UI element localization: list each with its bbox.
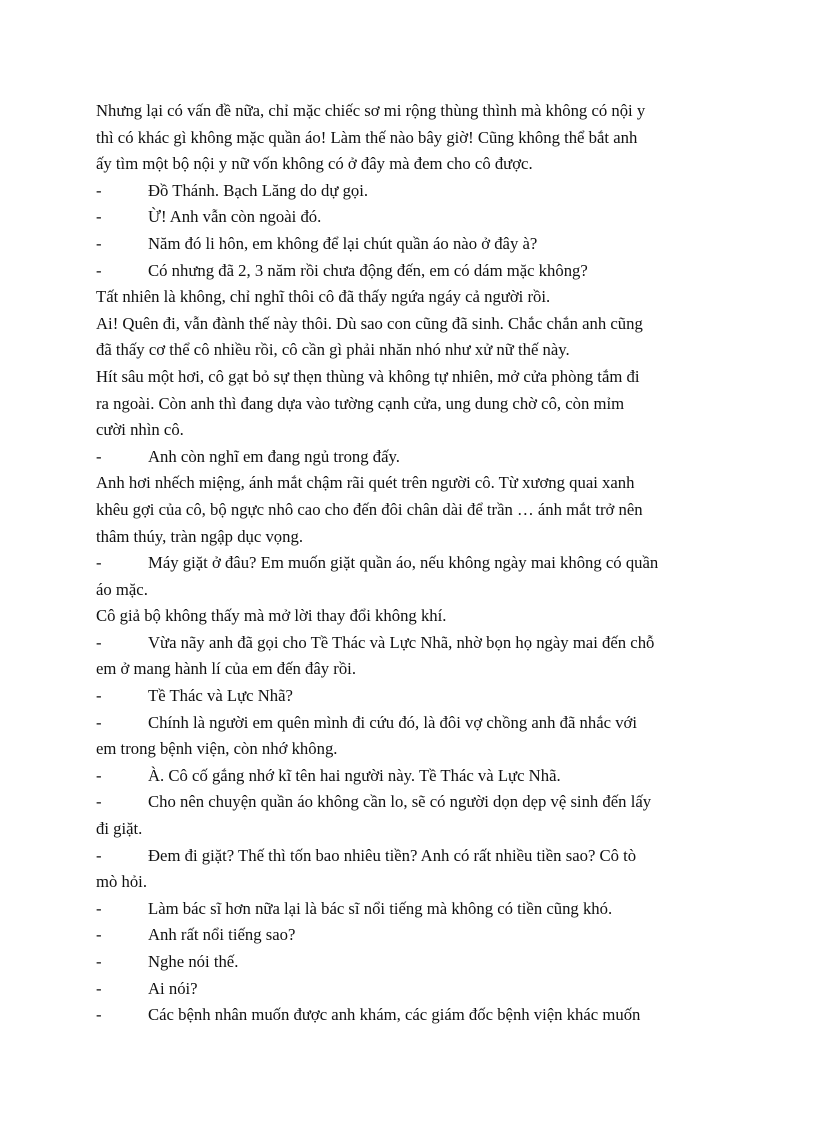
dialog-line [96,976,724,1003]
dialog-line [96,896,724,923]
dialog-line [96,949,724,976]
line-text: Máy giặt ở đâu? Em muốn giặt quần áo, nếu không ngày mai không có quần [148,553,659,573]
line-text: Làm bác sĩ hơn nữa lại là bác sĩ nổi tiếng mà không có tiền cũng khó. [148,898,613,918]
dialog-line [96,789,724,816]
dialog-dash: - [96,233,102,253]
line-text: Nhưng lại có vấn đề nữa, chỉ mặc chiếc sơ mi rộng thùng thình mà không có nội y [96,101,646,120]
dialog-dash: - [96,446,102,466]
line-text: Tề Thác và Lực Nhã? [148,686,293,706]
line-text: Hít sâu một hơi, cô gạt bỏ sự thẹn thùng và không tự nhiên, mở cửa phòng tắm đi [96,366,640,386]
dialog-line [96,258,724,285]
dialog-line [96,683,724,710]
line-text: đi giặt. [96,819,143,839]
text-line [96,98,724,125]
text-line [96,869,724,896]
line-text: Ai nói? [148,978,198,998]
dialog-dash: - [96,925,102,945]
dialog-line [96,550,724,577]
dialog-line [96,763,724,790]
text-line [96,736,724,763]
dialog-line [96,710,724,737]
dialog-line [96,231,724,258]
dialog-dash: - [96,180,102,200]
line-text: em trong bệnh viện, còn nhớ không. [96,739,338,759]
dialog-line [96,922,724,949]
line-text: Đồ Thánh. Bạch Lăng do dự gọi. [148,180,369,200]
line-text: Cho nên chuyện quần áo không cần lo, sẽ có người dọn dẹp vệ sinh đến lấy [148,792,652,812]
line-text: Năm đó li hôn, em không để lại chút quần áo nào ở đây à? [148,233,538,253]
text-line [96,151,724,178]
line-text: áo mặc. [96,579,148,599]
text-line [96,470,724,497]
line-text: Anh hơi nhếch miệng, ánh mắt chậm rãi quét trên người cô. Từ xương quai xanh [96,473,635,493]
text-line [96,497,724,524]
line-text: thâm thúy, tràn ngập dục vọng. [96,526,304,546]
dialog-dash: - [96,792,102,812]
dialog-dash: - [96,978,102,998]
line-text: ra ngoài. Còn anh thì đang dựa vào tường cạnh cửa, ung dung chờ cô, còn mỉm [96,393,625,413]
dialog-dash: - [96,553,102,573]
line-text: thì có khác gì không mặc quần áo! Làm thế nào bây giờ! Cũng không thể bắt anh [96,127,638,147]
dialog-dash: - [96,632,102,652]
line-text: Chính là người em quên mình đi cứu đó, là đôi vợ chồng anh đã nhắc với [148,712,638,732]
dialog-line [96,204,724,231]
text-line [96,656,724,683]
line-text: em ở mang hành lí của em đến đây rồi. [96,659,356,679]
line-text: cười nhìn cô. [96,420,184,440]
text-line [96,417,724,444]
dialog-line [96,178,724,205]
dialog-dash: - [96,845,102,865]
text-line [96,364,724,391]
dialog-dash: - [96,207,102,227]
dialog-line [96,1002,724,1029]
text-line [96,524,724,551]
line-text: Ai! Quên đi, vẫn đành thế này thôi. Dù sao con cũng đã sinh. Chắc chắn anh cũng [96,313,643,333]
line-text: À. Cô cố gắng nhớ kĩ tên hai người này. Tề Thác và Lực Nhã. [148,765,561,785]
line-text: khêu gợi của cô, bộ ngực nhô cao cho đến đôi chân dài để trần … ánh mắt trở nên [96,499,643,519]
dialog-line [96,630,724,657]
line-text: Các bệnh nhân muốn được anh khám, các giám đốc bệnh viện khác muốn [148,1005,641,1025]
line-text: Nghe nói thế. [148,952,239,971]
line-text: Đem đi giặt? Thế thì tốn bao nhiêu tiền? Anh có rất nhiều tiền sao? Cô tò [148,845,637,865]
line-text: Ừ! Anh vẫn còn ngoài đó. [148,207,322,227]
text-line [96,337,724,364]
text-line [96,284,724,311]
line-text: Vừa nãy anh đã gọi cho Tề Thác và Lực Nhã, nhờ bọn họ ngày mai đến chỗ [148,632,655,652]
line-text: ấy tìm một bộ nội y nữ vốn không có ở đây mà đem cho cô được. [96,154,533,174]
line-text: Tất nhiên là không, chỉ nghĩ thôi cô đã thấy ngứa ngáy cả người rồi. [96,287,551,307]
line-text: mò hỏi. [96,872,147,892]
dialog-line [96,843,724,870]
dialog-line [96,444,724,471]
text-line [96,125,724,152]
document-page [96,98,724,1029]
text-line [96,391,724,418]
dialog-dash: - [96,765,102,785]
line-text: Anh còn nghĩ em đang ngủ trong đấy. [148,446,400,466]
dialog-dash: - [96,898,102,918]
line-text: Cô giả bộ không thấy mà mở lời thay đổi không khí. [96,606,447,626]
dialog-dash: - [96,686,102,706]
dialog-dash: - [96,260,102,280]
text-line [96,816,724,843]
text-line [96,603,724,630]
line-text: Anh rất nổi tiếng sao? [148,925,296,945]
text-line [96,577,724,604]
text-line [96,311,724,338]
line-text: đã thấy cơ thể cô nhiều rồi, cô cần gì phải nhăn nhó như xử nữ thế này. [96,340,570,360]
dialog-dash: - [96,952,102,971]
line-text: Có nhưng đã 2, 3 năm rồi chưa động đến, em có dám mặc không? [148,260,588,280]
dialog-dash: - [96,1005,102,1025]
dialog-dash: - [96,712,102,732]
